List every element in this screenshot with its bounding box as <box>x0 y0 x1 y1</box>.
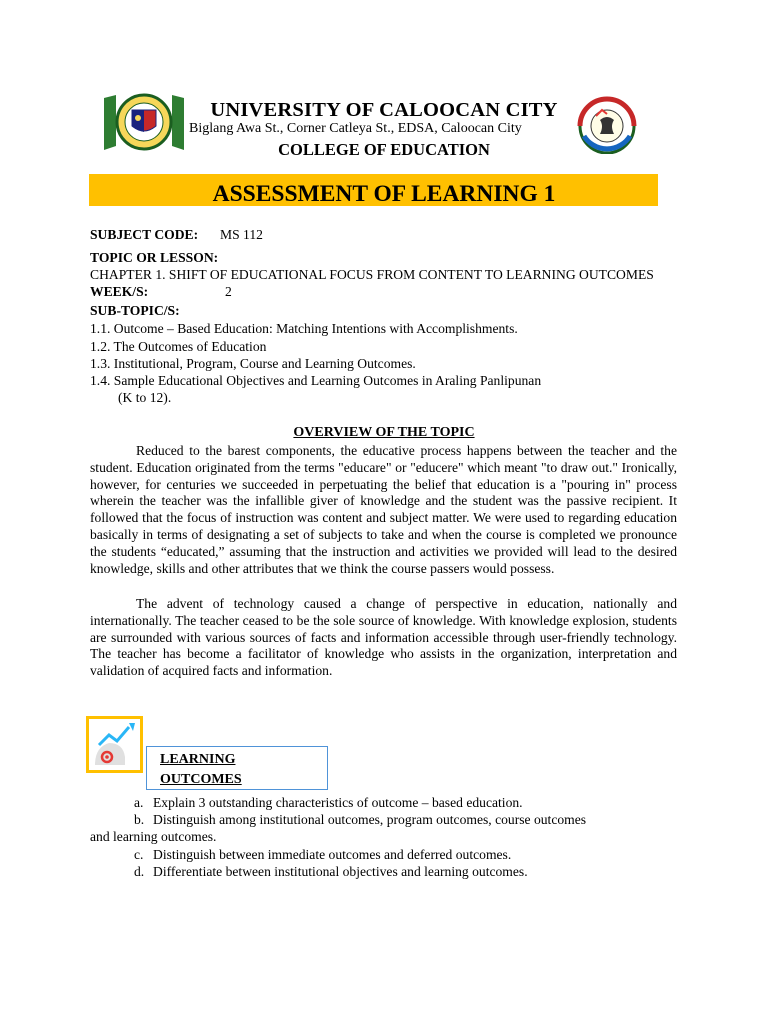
outcome-item: Distinguish among institutional outcomes, program outcomes, course outcomes <box>153 812 587 827</box>
growth-chart-gear-icon <box>89 757 140 774</box>
learning-outcomes-label-line2: OUTCOMES <box>160 772 242 787</box>
outcome-item: Explain 3 outstanding characteristics of outcome – based education. <box>153 795 523 810</box>
subject-code-value: MS 112 <box>220 227 263 242</box>
topic-label: TOPIC OR LESSON: <box>90 250 219 265</box>
learning-outcomes-icon-box <box>86 716 143 773</box>
college-name: COLLEGE OF EDUCATION <box>278 140 490 159</box>
week-label: WEEK/S: <box>90 284 149 299</box>
outcome-marker: b. <box>134 812 145 827</box>
subtopic-item: 1.3. Institutional, Program, Course and Learning Outcomes. <box>90 356 416 371</box>
learning-outcomes-label <box>160 750 242 790</box>
page-title: ASSESSMENT OF LEARNING 1 <box>212 181 556 207</box>
learning-outcomes-label-line1: LEARNING <box>160 752 236 767</box>
university-address: Biglang Awa St., Corner Catleya St., EDSA, Caloocan City <box>189 121 522 136</box>
outcome-marker: d. <box>134 864 145 879</box>
subtopic-item: 1.2. The Outcomes of Education <box>90 339 267 354</box>
university-name: UNIVERSITY OF CALOOCAN CITY <box>210 99 558 121</box>
subtopic-item: 1.4. Sample Educational Objectives and Learning Outcomes in Araling Panlipunan <box>90 373 542 388</box>
outcome-marker: c. <box>134 847 144 862</box>
outcome-item-continuation: and learning outcomes. <box>90 829 217 844</box>
subject-code-label: SUBJECT CODE: <box>90 227 199 242</box>
overview-paragraph: Reduced to the barest components, the educative process happens between the teacher and the student. Education originated from the terms "educare" or "educere" which meant "to draw out." Ironically, however, for centuries we succeeded in perpetuating the belief that education is a "pouring in" process wherein the teacher was the infallible giver of knowledge and the student was the passive recipient. It followed that the focus of instruction was content and subject matter. We were used to regarding education basically in terms of designating a set of subjects to take and when the course is completed we pronounce the students “educated,” assuming that the instruction and activities we provided will lead to the desired knowledge, skills and other attributes that we think the course passers would possess. <box>90 443 677 576</box>
overview-paragraph: The advent of technology caused a change of perspective in education, nationally and internationally. The teacher ceased to be the sole source of knowledge. With knowledge explosion, students are surrounded with various sources of facts and information accessible through user-friendly technology. The teacher has become a facilitator of knowledge who assists in the organization, interpretation and validation of acquired facts and information. <box>90 596 677 679</box>
outcome-item: Distinguish between immediate outcomes and deferred outcomes. <box>153 847 512 862</box>
subtopics-label: SUB-TOPIC/S: <box>90 303 180 318</box>
subtopic-item-continuation: (K to 12). <box>118 390 172 405</box>
overview-heading: OVERVIEW OF THE TOPIC <box>293 425 475 440</box>
week-value: 2 <box>225 284 232 299</box>
outcome-item: Differentiate between institutional objectives and learning outcomes. <box>153 864 528 879</box>
outcome-marker: a. <box>134 795 144 810</box>
subtopic-item: 1.1. Outcome – Based Education: Matching Intentions with Accomplishments. <box>90 321 518 336</box>
topic-value: CHAPTER 1. SHIFT OF EDUCATIONAL FOCUS FROM CONTENT TO LEARNING OUTCOMES <box>90 267 654 282</box>
